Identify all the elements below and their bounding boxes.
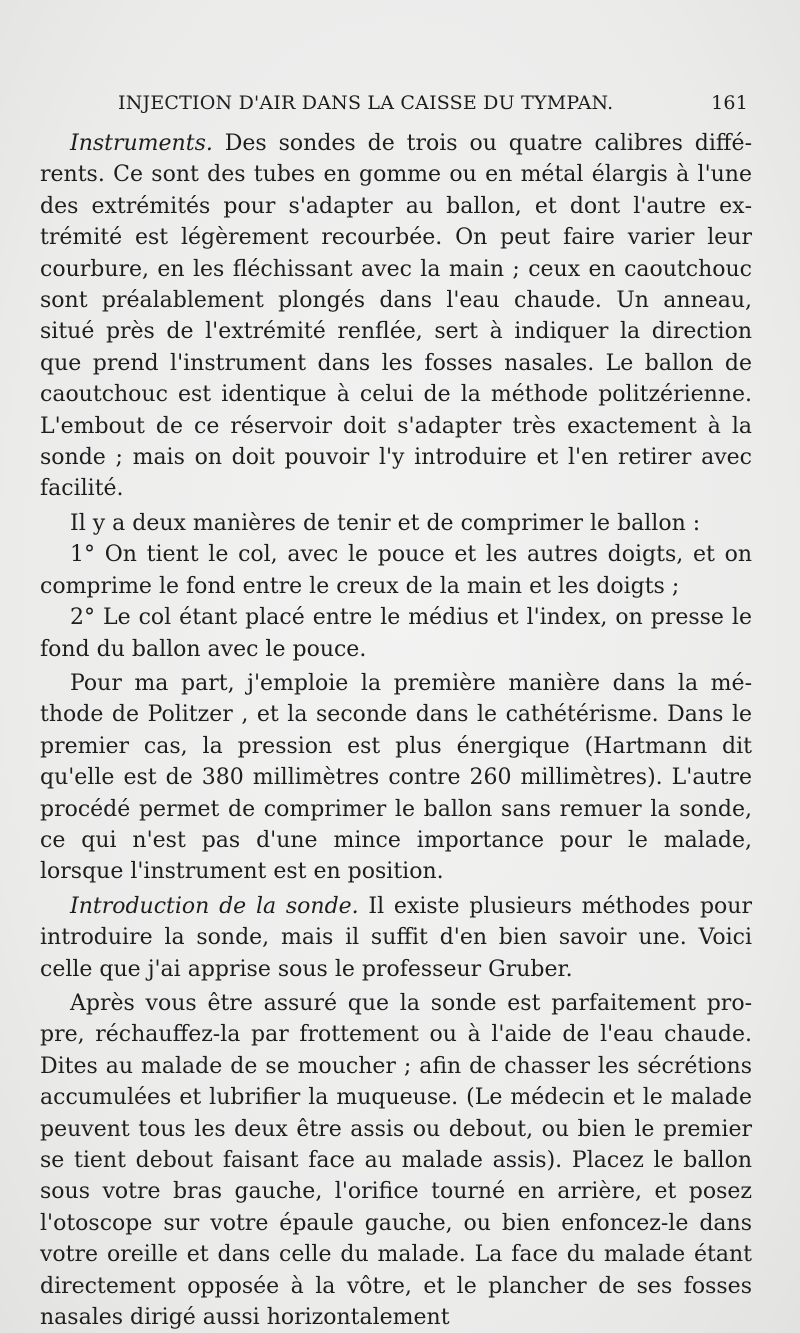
paragraph-text: Après vous être assuré que la sonde est parfaitement propre, réchauffez-la par frottement ou à l'aide de l'eau chaude. Dites au malade de se moucher ; afin de chasser les sécrétions accumulées et lubrifier la muqueuse. (Le médecin et le malade peuvent tous les deux être assis ou debout, ou bien le premier se tient debout faisant face au malade assis). Placez le ballon sous votre bras gauche, l'orifice tourné en arrière, et posez l'otoscope sur votre épaule gauche, ou bien enfoncez-le dans votre oreille et dans celle du malade. La face du malade étant directement opposée à la vôtre, et le plancher de ses fosses nasales dirigé aussi horizontalement: [40, 990, 752, 1331]
paragraph-text: Il existe plusieurs méthodes pour introduire la sonde, mais il suffit d'en bien savoir une. Voici celle que j'ai apprise sous le professeur Gruber.: [40, 893, 752, 982]
paragraph-instruments: [40, 128, 752, 505]
paragraph-text: Pour ma part, j'emploie la première manière dans la méthode de Politzer , et la seconde dans le cathétérisme. Dans le premier cas, la pression est plus énergique (Hartmann dit qu'elle est de 380 millimètres contre 260 millimètres). L'autre procédé permet de comprimer le ballon sans remuer la sonde, ce qui n'est pas d'une mince importance pour le malade, lorsque l'instrument est en position.: [40, 670, 752, 885]
paragraph-text: 1° On tient le col, avec le pouce et les autres doigts, et on comprime le fond entre le creux de la main et les doigts ;: [40, 542, 752, 599]
paragraph-text: 2° Le col étant placé entre le médius et l'index, on presse le fond du ballon avec le pouce.: [40, 605, 752, 662]
paragraph-preference: [40, 668, 752, 888]
body-text: [40, 128, 752, 1333]
page-number: 161: [711, 92, 748, 114]
paragraph-lead: Instruments.: [70, 131, 213, 156]
running-title: INJECTION D'AIR DANS LA CAISSE DU TYMPAN.: [118, 92, 614, 114]
paragraph-method-1: [40, 539, 752, 602]
paragraph-introduction: [40, 891, 752, 985]
paragraph-text: Des sondes de trois ou quatre calibres différents. Ce sont des tubes en gomme ou en métal élargis à l'une des extrémités pour s'adapter au ballon, et dont l'autre extrémité est légèrement recourbée. On peut faire varier leur courbure, en les fléchissant avec la main ; ceux en caoutchouc sont préalablement plongés dans l'eau chaude. Un anneau, situé près de l'extrémité renflée, sert à indiquer la direction que prend l'instrument dans les fosses nasales. Le ballon de caoutchouc est identique à celui de la méthode politzérienne. L'embout de ce réservoir doit s'adapter très exactement à la sonde ; mais on doit pouvoir l'y introduire et l'en retirer avec facilité.: [40, 131, 752, 502]
paragraph-ways-to-hold: [40, 508, 752, 539]
paragraph-method-2: [40, 602, 752, 665]
paragraph-procedure: [40, 988, 752, 1333]
paragraph-text: Il y a deux manières de tenir et de comprimer le ballon :: [70, 510, 701, 536]
page-header: [118, 92, 748, 122]
paragraph-lead: Introduction de la sonde.: [70, 893, 359, 919]
